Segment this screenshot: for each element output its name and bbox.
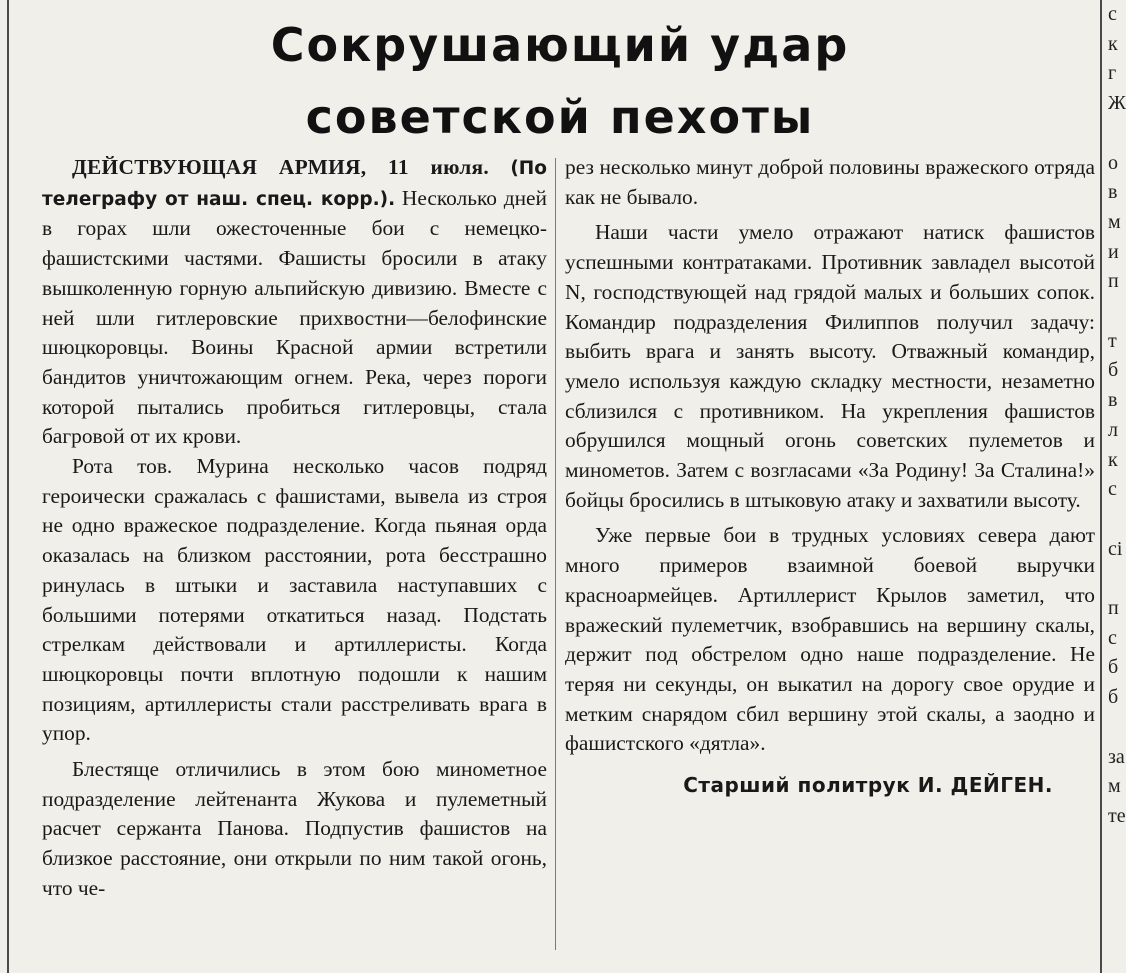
article-paragraph: Блестяще отличились в этом бою минометное подразделение лейтенанта Жукова и пулеметный расчет сержанта Панова. Подпустив фашистов на близкое расстояние, они открыли по ним такой огонь, что че- xyxy=(42,757,547,900)
author-signature: Старший политрук И. ДЕЙГЕН. xyxy=(683,773,1053,798)
headline-line-1: Сокрушающий удар xyxy=(270,18,850,72)
edge-text-fragment xyxy=(1108,297,1124,327)
article-column-right xyxy=(565,153,1095,801)
edge-text-fragment: б xyxy=(1108,359,1119,382)
edge-text-fragment: в xyxy=(1108,389,1118,412)
source-credit: (По телеграфу от наш. спец. корр.). xyxy=(42,158,547,210)
edge-text-fragment xyxy=(1108,713,1124,743)
edge-text-fragment: за xyxy=(1108,745,1125,768)
edge-text-fragment: б xyxy=(1108,686,1119,709)
edge-text-fragment: в xyxy=(1108,181,1118,204)
edge-text-fragment: сі xyxy=(1108,537,1123,560)
edge-text-fragment: м xyxy=(1108,775,1121,798)
edge-text-fragment: с xyxy=(1108,3,1117,25)
edge-text-fragment: с xyxy=(1108,478,1117,501)
edge-text-fragment: о xyxy=(1108,151,1118,174)
edge-text-fragment: т xyxy=(1108,329,1117,352)
edge-text-fragment: к xyxy=(1108,32,1118,55)
column-divider xyxy=(555,158,556,950)
left-border-rule xyxy=(7,0,9,973)
edge-text-fragment: и xyxy=(1108,240,1119,263)
edge-text-fragment: Ж xyxy=(1108,92,1126,115)
article-paragraph: рез несколько минут доброй половины вражеского отряда как не бывало. xyxy=(565,155,1095,209)
edge-text-fragment: с xyxy=(1108,626,1117,649)
article-paragraph: Наши части умело отражают натиск фашистов успешными контратаками. Противник завладел высотой N, господствующей над грядой малых и больших сопок. Командир подразделения Филиппов получил задачу: выбить врага и занять высоту. Отважный командир, умело используя каждую складку местности, незаметно сблизился с противником. На укрепления фашистов обрушился мощный огонь советских пулеметов и минометов. Затем с возгласами «За Родину! За Сталина!» бойцы бросились в штыковую атаку и захватили высоту. xyxy=(565,220,1095,512)
right-border-rule xyxy=(1100,0,1102,973)
dateline: ДЕЙСТВУЮЩАЯ АРМИЯ, 11 июля. xyxy=(71,155,490,179)
edge-text-fragment xyxy=(1108,564,1124,594)
edge-text-fragment xyxy=(1108,505,1124,535)
paragraph-text: Несколько дней в горах шли ожесточенные бои с немецко-фашистскими частями. Фашисты бросили в атаку вышколенную горную альпийскую дивизию. Вместе с ней шли гитлеровские прихвостни—белофинские шюцкоровцы. Воины Красной армии встретили бандитов уничтожающим огнем. Река, через пороги которой пытались пробиться гитлеровцы, стала багровой от их крови. xyxy=(42,185,547,449)
edge-text-fragment xyxy=(1108,119,1124,149)
edge-text-fragment: п xyxy=(1108,270,1119,293)
headline-line-2: советской пехоты xyxy=(305,90,815,144)
adjacent-column-fragment xyxy=(1108,0,1124,832)
edge-text-fragment: п xyxy=(1108,597,1119,620)
article-paragraph: Рота тов. Мурина несколько часов подряд героически сражалась с фашистами, вывела из строя не одно вражеское подразделение. Когда пьяная орда оказалась на близком расстоянии, рота бесстрашно ринулась в штыки и заставила наступавших с большими потерями откатиться назад. Подстать стрелкам действовали и артиллеристы. Когда шюцкоровцы почти вплотную подошли к нашим позициям, артиллеристы стали расстреливать врага в упор. xyxy=(42,454,547,746)
article-lead-paragraph xyxy=(42,153,547,452)
edge-text-fragment: те xyxy=(1108,804,1126,827)
edge-text-fragment: л xyxy=(1108,418,1118,441)
edge-text-fragment: г xyxy=(1108,62,1117,85)
edge-text-fragment: к xyxy=(1108,448,1118,471)
article-paragraph: Уже первые бои в трудных условиях севера дают много примеров взаимной боевой выручки красноармейцев. Артиллерист Крылов заметил, что вражеский пулеметчик, взобравшись на вершину скалы, держит под обстрелом одно наше подразделение. Не теряя ни секунды, он выкатил на дорогу свое орудие и метким снарядом сбил вершину этой скалы, а заодно и фашистского «дятла». xyxy=(565,523,1095,756)
article-column-left xyxy=(42,153,547,904)
edge-text-fragment: б xyxy=(1108,656,1119,679)
edge-text-fragment: м xyxy=(1108,210,1121,233)
